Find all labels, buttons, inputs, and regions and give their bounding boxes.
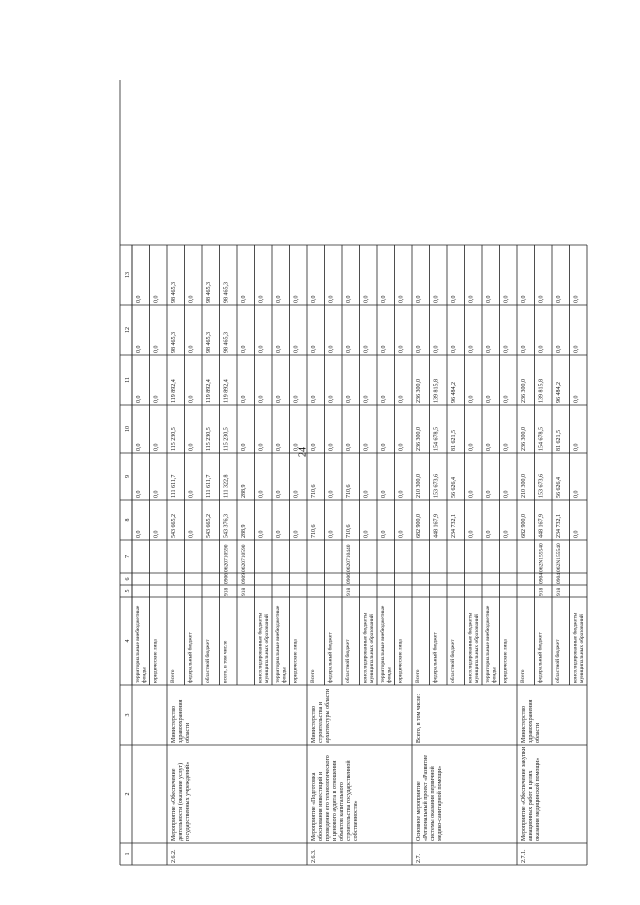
target-article-code: 0620710590 (223, 544, 230, 572)
target-article-code: 062N155540 (538, 543, 545, 572)
activity-name: авиационных работ в целях (528, 770, 534, 841)
activity-name: Мероприятие «Обеспечение (171, 768, 177, 841)
amount-cell: 0,0 (468, 490, 475, 498)
responsible-executor: здравоохранения (528, 699, 534, 743)
amount-cell: 0,0 (276, 345, 282, 353)
amount-cell: 0,0 (433, 295, 440, 303)
activity-name: объектов капитального (339, 782, 345, 841)
amount-cell: 0,0 (188, 490, 195, 498)
header-cell: 13 (125, 272, 131, 278)
amount-cell: 0,0 (276, 490, 282, 498)
amount-cell: 0,0 (381, 530, 387, 538)
activity-name: проведение его технологического (325, 755, 331, 841)
activity-name: оказания медицинской помощи» (535, 757, 541, 841)
amount-cell: 0,0 (153, 443, 160, 451)
amount-cell: 0,0 (503, 295, 510, 303)
amount-cell: 0,0 (363, 295, 370, 303)
amount-cell: 0,0 (486, 443, 492, 451)
funding-source-label: муниципальных образований (369, 614, 375, 683)
amount-cell: 710,6 (346, 524, 352, 538)
amount-cell: 0,0 (328, 395, 335, 403)
amount-cell: 0,0 (468, 295, 475, 303)
responsible-executor: Всего, в том числе: (416, 694, 422, 743)
amount-cell: 0,0 (398, 395, 405, 403)
amount-cell: 96 484,2 (556, 382, 562, 403)
responsible-executor: Министерство (521, 706, 527, 743)
row-number: 2.7. (416, 854, 422, 863)
amount-cell: 81 621,5 (556, 430, 562, 451)
funding-source-label: областной бюджет (450, 639, 456, 683)
amount-cell: 210 300,0 (416, 474, 422, 498)
grbs-code: 918 (241, 587, 247, 596)
row-number: 2.6.3. (311, 849, 317, 863)
amount-cell: 710,6 (311, 484, 317, 498)
amount-cell: 0,0 (503, 530, 510, 538)
amount-cell: 0,0 (293, 345, 300, 353)
amount-cell: 0,0 (328, 530, 335, 538)
activity-name: строительства государственной (346, 760, 352, 841)
amount-cell: 0,0 (416, 295, 422, 303)
amount-cell: 0,0 (258, 295, 265, 303)
funding-source-label: федеральный бюджет (537, 632, 544, 683)
amount-cell: 115 230,5 (171, 427, 177, 451)
activity-name: собственности» (353, 800, 359, 841)
header-cell: 7 (125, 555, 131, 558)
amount-cell: 98 465,3 (171, 332, 177, 353)
amount-cell: 153 673,6 (433, 474, 440, 498)
amount-cell: 0,0 (381, 395, 387, 403)
amount-cell: 0,0 (136, 295, 142, 303)
amount-cell: 0,0 (276, 530, 282, 538)
activity-name: медико-санитарной помощи» (437, 765, 443, 841)
amount-cell: 98 465,3 (223, 332, 230, 353)
header-cell: 12 (125, 327, 131, 333)
amount-cell: 543 665,2 (171, 514, 177, 538)
section-code: 0906 (223, 573, 230, 584)
amount-cell: 139 815,8 (433, 379, 440, 403)
funding-source-label: фонды (141, 667, 148, 683)
amount-cell: 0,0 (381, 345, 387, 353)
amount-cell: 0,0 (451, 345, 457, 353)
amount-cell: 0,0 (153, 395, 160, 403)
funding-source-label: муниципальных образований (579, 614, 585, 683)
amount-cell: 0,0 (258, 345, 265, 353)
funding-source-label: муниципальных образований (264, 614, 270, 683)
funding-source-label: фонды (491, 667, 498, 683)
amount-cell: 288,9 (241, 524, 247, 538)
page-number: 24 (297, 447, 309, 457)
amount-cell: 0,0 (153, 345, 160, 353)
funding-source-label: юридические лица (292, 639, 299, 683)
amount-cell: 0,0 (258, 443, 265, 451)
amount-cell: 0,0 (486, 530, 492, 538)
responsible-executor: здравоохранения (178, 699, 184, 743)
amount-cell: 111 322,8 (223, 474, 230, 498)
header-cell: 8 (125, 518, 131, 522)
funding-source-label: областной бюджет (205, 639, 211, 683)
funding-source-label: территориальные внебюджетные (485, 605, 491, 683)
amount-cell: 0,0 (486, 490, 492, 498)
funding-source-label: Всего (170, 669, 176, 683)
responsible-executor: строительства и (318, 702, 324, 743)
amount-cell: 115 230,5 (206, 427, 212, 451)
amount-cell: 56 626,4 (451, 477, 457, 498)
activity-name: и ценового аудита в отношении (332, 760, 338, 841)
activity-name: обоснования инвестиций и (318, 771, 324, 841)
header-cell: 9 (125, 475, 131, 478)
funding-source-label: юридические лица (502, 639, 509, 683)
amount-cell: 119 892,4 (206, 379, 212, 403)
activity-name: «Региональный проект «Развитие (423, 754, 429, 841)
amount-cell: 288,9 (241, 484, 247, 498)
responsible-executor: области (535, 722, 541, 743)
target-article-code: 0620710440 (346, 544, 352, 572)
amount-cell: 0,0 (276, 395, 282, 403)
amount-cell: 448 167,9 (433, 514, 440, 538)
amount-cell: 0,0 (433, 345, 440, 353)
amount-cell: 111 611,7 (171, 474, 177, 498)
amount-cell: 0,0 (258, 530, 265, 538)
amount-cell: 0,0 (381, 295, 387, 303)
amount-cell: 0,0 (573, 395, 580, 403)
amount-cell: 0,0 (346, 345, 352, 353)
amount-cell: 0,0 (363, 395, 370, 403)
amount-cell: 0,0 (398, 345, 405, 353)
amount-cell: 0,0 (276, 443, 282, 451)
grbs-code: 918 (556, 587, 562, 596)
activity-name: государственных учреждений» (185, 761, 191, 841)
amount-cell: 0,0 (556, 295, 562, 303)
funding-source-label: областной бюджет (345, 639, 351, 683)
amount-cell: 0,0 (486, 395, 492, 403)
grbs-code: 918 (538, 587, 545, 596)
amount-cell: 153 673,6 (538, 474, 545, 498)
amount-cell: 0,0 (573, 345, 580, 353)
funding-source-label: всего, в том числе (222, 640, 229, 683)
amount-cell: 119 892,4 (171, 379, 177, 403)
funding-source-label: федеральный бюджет (432, 632, 439, 683)
funding-source-label: консолидированные бюджеты (257, 612, 264, 683)
amount-cell: 139 815,8 (538, 379, 545, 403)
amount-cell: 0,0 (346, 295, 352, 303)
amount-cell: 0,0 (486, 295, 492, 303)
amount-cell: 0,0 (311, 345, 317, 353)
amount-cell: 0,0 (241, 295, 247, 303)
amount-cell: 234 732,1 (451, 514, 457, 538)
amount-cell: 0,0 (188, 345, 195, 353)
amount-cell: 0,0 (503, 395, 510, 403)
amount-cell: 448 167,9 (538, 514, 545, 538)
row-number: 2.7.1. (521, 849, 527, 863)
section-code: 0909 (241, 573, 247, 584)
funding-source-label: Всего (520, 669, 526, 683)
amount-cell: 0,0 (241, 443, 247, 451)
amount-cell: 0,0 (136, 345, 142, 353)
amount-cell: 0,0 (153, 490, 160, 498)
funding-source-label: областной бюджет (555, 639, 561, 683)
header-cell: 3 (125, 713, 131, 717)
amount-cell: 111 611,7 (206, 474, 212, 498)
amount-cell: 236 300,0 (416, 427, 422, 451)
amount-cell: 0,0 (538, 295, 545, 303)
amount-cell: 0,0 (556, 345, 562, 353)
target-article-code: 062N155540 (556, 543, 562, 572)
amount-cell: 0,0 (188, 530, 195, 538)
header-cell: 1 (125, 852, 131, 856)
amount-cell: 0,0 (398, 443, 405, 451)
amount-cell: 0,0 (486, 345, 492, 353)
amount-cell: 543 665,2 (206, 514, 212, 538)
amount-cell: 81 621,5 (451, 430, 457, 451)
activity-name: Основное мероприятие (416, 781, 422, 841)
amount-cell: 96 484,2 (451, 382, 457, 403)
amount-cell: 0,0 (241, 395, 247, 403)
amount-cell: 0,0 (293, 530, 300, 538)
amount-cell: 543 376,3 (223, 514, 230, 538)
amount-cell: 0,0 (468, 443, 475, 451)
responsible-executor: области (185, 722, 191, 743)
amount-cell: 710,6 (311, 524, 317, 538)
amount-cell: 0,0 (538, 345, 545, 353)
amount-cell: 0,0 (398, 490, 405, 498)
activity-name: деятельности (оказание услуг) (178, 762, 184, 841)
amount-cell: 98 465,3 (171, 282, 177, 303)
amount-cell: 0,0 (573, 295, 580, 303)
funding-source-label: федеральный бюджет (187, 632, 194, 683)
amount-cell: 682 900,0 (521, 514, 527, 538)
funding-source-label: юридические лица (152, 639, 159, 683)
amount-cell: 119 892,4 (223, 379, 230, 403)
activity-name: системы оказания первичной (430, 766, 436, 841)
amount-cell: 0,0 (573, 490, 580, 498)
section-code: 0904 (538, 573, 545, 584)
amount-cell: 98 465,3 (206, 332, 212, 353)
amount-cell: 0,0 (503, 490, 510, 498)
amount-cell: 0,0 (573, 443, 580, 451)
amount-cell: 0,0 (311, 443, 317, 451)
amount-cell: 234 732,1 (556, 514, 562, 538)
section-code: 0906 (346, 573, 352, 584)
amount-cell: 98 465,3 (223, 282, 230, 303)
activity-name: Мероприятие «Обеспечение закупки (521, 746, 527, 841)
amount-cell: 154 678,5 (538, 427, 545, 451)
amount-cell: 0,0 (136, 530, 142, 538)
amount-cell: 0,0 (258, 490, 265, 498)
amount-cell: 236 300,0 (521, 379, 527, 403)
amount-cell: 0,0 (398, 530, 405, 538)
amount-cell: 0,0 (311, 395, 317, 403)
amount-cell: 0,0 (363, 530, 370, 538)
amount-cell: 0,0 (136, 490, 142, 498)
target-article-code: 0620710590 (241, 544, 247, 572)
funding-source-label: фонды (386, 667, 393, 683)
funding-source-label: консолидированные бюджеты (362, 612, 369, 683)
funding-source-label: консолидированные бюджеты (572, 612, 579, 683)
amount-cell: 0,0 (293, 443, 300, 451)
amount-cell: 0,0 (153, 295, 160, 303)
funding-source-label: территориальные внебюджетные (135, 605, 141, 683)
amount-cell: 0,0 (258, 395, 265, 403)
amount-cell: 0,0 (136, 443, 142, 451)
amount-cell: 682 900,0 (416, 514, 422, 538)
amount-cell: 98 465,3 (206, 282, 212, 303)
responsible-executor: Министерство (311, 706, 317, 743)
amount-cell: 0,0 (328, 443, 335, 451)
amount-cell: 0,0 (328, 295, 335, 303)
header-cell: 4 (125, 639, 131, 643)
funding-source-label: Всего (310, 669, 316, 683)
amount-cell: 0,0 (573, 530, 580, 538)
amount-cell: 0,0 (416, 345, 422, 353)
amount-cell: 0,0 (381, 443, 387, 451)
amount-cell: 0,0 (346, 443, 352, 451)
header-cell: 11 (125, 377, 131, 383)
amount-cell: 0,0 (363, 345, 370, 353)
amount-cell: 0,0 (363, 490, 370, 498)
amount-cell: 0,0 (188, 295, 195, 303)
amount-cell: 710,6 (346, 484, 352, 498)
amount-cell: 0,0 (293, 295, 300, 303)
amount-cell: 0,0 (468, 395, 475, 403)
grbs-code: 918 (346, 587, 352, 596)
amount-cell: 210 300,0 (521, 474, 527, 498)
funding-source-label: федеральный бюджет (327, 632, 334, 683)
amount-cell: 0,0 (451, 295, 457, 303)
funding-source-label: муниципальных образований (474, 614, 480, 683)
amount-cell: 0,0 (276, 295, 282, 303)
funding-source-label: юридические лица (397, 639, 404, 683)
header-cell: 6 (125, 577, 131, 581)
responsible-executor: архитектуры области (325, 688, 331, 743)
amount-cell: 0,0 (188, 443, 195, 451)
header-cell: 5 (125, 589, 131, 593)
grbs-code: 918 (223, 587, 230, 596)
funding-source-label: территориальные внебюджетные (380, 605, 386, 683)
amount-cell: 0,0 (503, 443, 510, 451)
funding-source-label: Всего (415, 669, 421, 683)
table-rotated-group (120, 80, 587, 865)
header-cell: 10 (125, 426, 131, 432)
row-number: 2.6.2. (171, 849, 177, 863)
amount-cell: 154 678,5 (433, 427, 440, 451)
amount-cell: 0,0 (398, 295, 405, 303)
amount-cell: 0,0 (328, 345, 335, 353)
amount-cell: 0,0 (241, 345, 247, 353)
responsible-executor: Министерство (171, 706, 177, 743)
amount-cell: 0,0 (363, 443, 370, 451)
amount-cell: 0,0 (381, 490, 387, 498)
amount-cell: 115 230,5 (223, 427, 230, 451)
amount-cell: 0,0 (293, 395, 300, 403)
funding-source-label: территориальные внебюджетные (275, 605, 281, 683)
amount-cell: 0,0 (521, 295, 527, 303)
amount-cell: 0,0 (346, 395, 352, 403)
amount-cell: 0,0 (468, 530, 475, 538)
amount-cell: 236 300,0 (521, 427, 527, 451)
amount-cell: 0,0 (311, 295, 317, 303)
amount-cell: 0,0 (153, 530, 160, 538)
funding-source-label: консолидированные бюджеты (467, 612, 474, 683)
amount-cell: 56 626,4 (556, 477, 562, 498)
section-code: 0904 (556, 573, 562, 584)
amount-cell: 0,0 (521, 345, 527, 353)
amount-cell: 0,0 (468, 345, 475, 353)
amount-cell: 0,0 (188, 395, 195, 403)
amount-cell: 0,0 (503, 345, 510, 353)
activity-name: Мероприятие «Подготовка (311, 772, 317, 841)
funding-source-label: фонды (281, 667, 288, 683)
amount-cell: 236 300,0 (416, 379, 422, 403)
amount-cell: 0,0 (293, 490, 300, 498)
amount-cell: 0,0 (136, 395, 142, 403)
header-cell: 2 (125, 792, 131, 796)
amount-cell: 0,0 (328, 490, 335, 498)
